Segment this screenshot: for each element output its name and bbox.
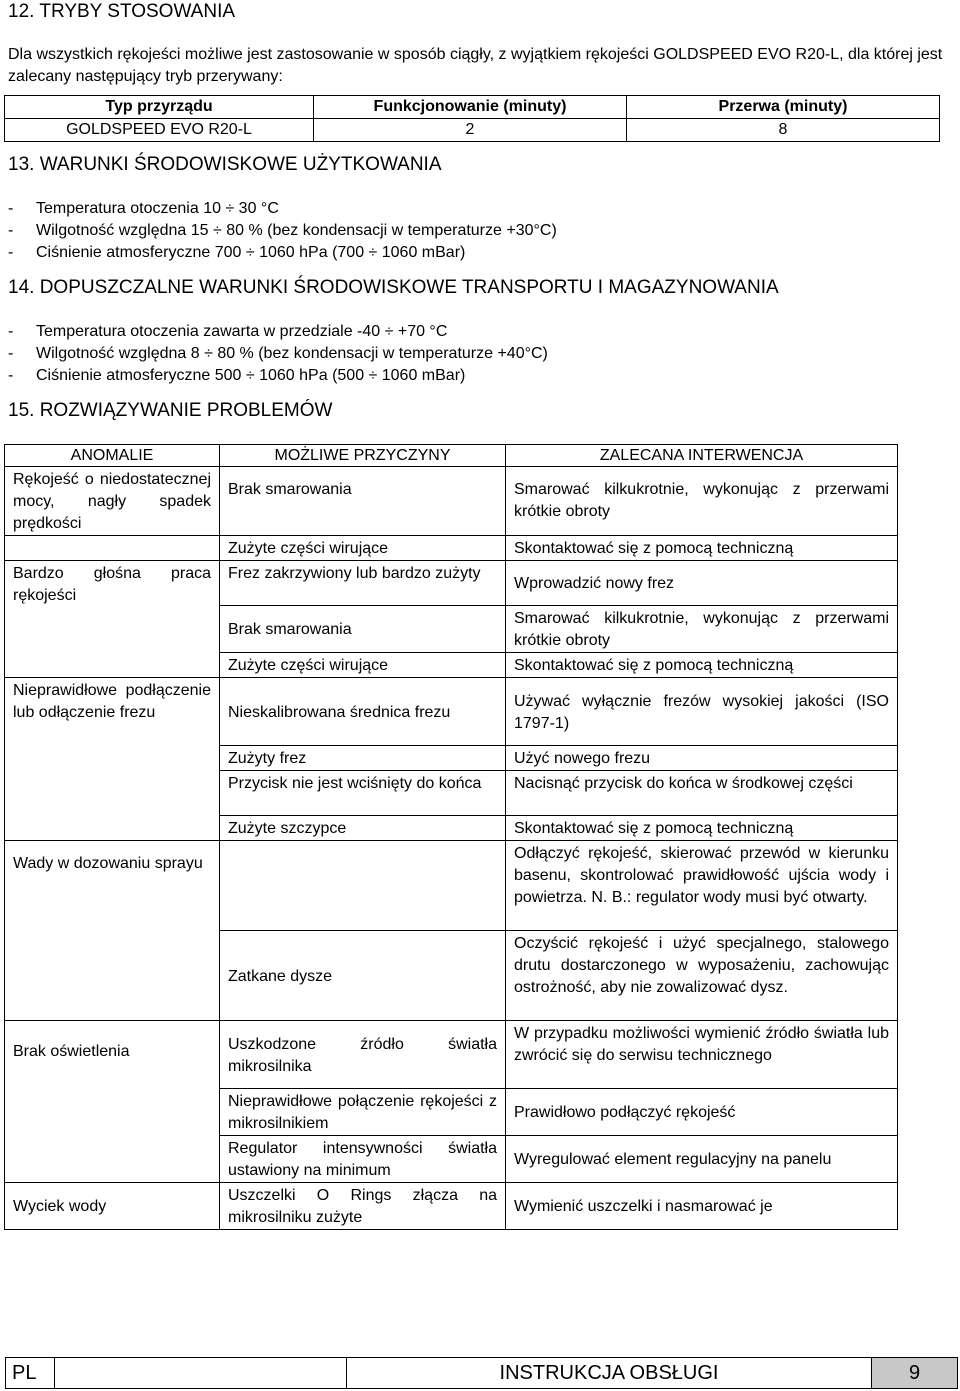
cause-cell [220,841,506,931]
action-cell: Wyregulować element regulacyjny na panelu [506,1136,898,1183]
cause-cell: Zatkane dysze [220,931,506,1021]
action-cell: Skontaktować się z pomocą techniczną [506,536,898,561]
cause-cell: Przycisk nie jest wciśnięty do końca [220,771,506,816]
footer-language: PL [6,1358,55,1388]
cause-cell: Nieprawidłowe połączenie rękojeści z mikrosilnikiem [220,1089,506,1136]
cause-cell: Brak smarowania [220,467,506,536]
cell-operation: 2 [314,119,627,142]
section-14-heading: 14. DOPUSZCZALNE WARUNKI ŚRODOWISKOWE TRANSPORTU I MAGAZYNOWANIA [8,277,779,298]
cause-cell: Zużyty frez [220,746,506,771]
action-cell: Oczyścić rękojeść i użyć specjalnego, stalowego drutu dostarczonego w wyposażeniu, zachowując ostrożność, aby nie zowalizować dysz. [506,931,898,1021]
cell-pause: 8 [627,119,940,142]
action-cell: Odłączyć rękojeść, skierować przewód w kierunku basenu, skontrolować prawidłowość ujścia wody i powietrza. N. B.: regulator wody musi być otwarty. [506,841,898,931]
table-row [5,841,898,931]
action-cell: Używać wyłącznie frezów wysokiej jakości (ISO 1797-1) [506,678,898,746]
header-device-type: Typ przyrządu [5,96,314,119]
footer-spacer [56,1358,347,1388]
anomaly-cell: Bardzo głośna praca rękojeści [5,561,220,678]
section-13-heading: 13. WARUNKI ŚRODOWISKOWE UŻYTKOWANIA [8,154,442,175]
section-14-list [8,321,548,387]
cause-cell: Nieskalibrowana średnica frezu [220,678,506,746]
action-cell: Wprowadzić nowy frez [506,561,898,606]
action-cell: Nacisnąć przycisk do końca w środkowej części [506,771,898,816]
table-header-row [5,445,898,467]
table-row [5,119,940,142]
list-item: - Wilgotność względna 8 ÷ 80 % (bez kondensacji w temperaturze +40°C) [8,345,548,362]
anomaly-cell: Brak oświetlenia [5,1021,220,1183]
table-row [5,1021,898,1089]
header-causes: MOŻLIWE PRZYCZYNY [220,445,506,467]
cause-cell: Uszkodzone źródło światła mikrosilnika [220,1021,506,1089]
cause-cell: Uszczelki O Rings złącza na mikrosilniku zużyte [220,1183,506,1230]
action-cell: Użyć nowego frezu [506,746,898,771]
table-row [5,467,898,536]
footer-title: INSTRUKCJA OBSŁUGI [347,1358,872,1388]
table-header-row [5,96,940,119]
page-footer [5,1357,958,1389]
cause-cell: Zużyte części wirujące [220,653,506,678]
table-row [5,1183,898,1230]
anomaly-cell: Nieprawidłowe podłączenie lub odłączenie frezu [5,678,220,841]
action-cell: Smarować kilkukrotnie, wykonując z przerwami krótkie obroty [506,467,898,536]
anomaly-cell: Wyciek wody [5,1183,220,1230]
header-anomalies: ANOMALIE [5,445,220,467]
section-13-list [8,198,557,264]
list-item: - Temperatura otoczenia zawarta w przedziale -40 ÷ +70 °C [8,323,448,340]
header-operation-minutes: Funkcjonowanie (minuty) [314,96,627,119]
cause-cell: Zużyte szczypce [220,816,506,841]
action-cell: Wymienić uszczelki i nasmarować je [506,1183,898,1230]
cell-device: GOLDSPEED EVO R20-L [5,119,314,142]
section-12-heading: 12. TRYBY STOSOWANIA [8,1,236,22]
action-cell: Prawidłowo podłączyć rękojeść [506,1089,898,1136]
action-cell: Skontaktować się z pomocą techniczną [506,816,898,841]
cause-cell: Brak smarowania [220,606,506,653]
list-item: - Temperatura otoczenia 10 ÷ 30 °C [8,200,279,217]
table-row [5,678,898,746]
section-12-intro: Dla wszystkich rękojeści możliwe jest zastosowanie w sposób ciągły, z wyjątkiem rękojeści GOLDSPEED EVO R20-L, dla której jest zalecany następujący tryb przerywany: [8,46,943,85]
action-cell: Smarować kilkukrotnie, wykonując z przerwami krótkie obroty [506,606,898,653]
cause-cell: Zużyte części wirujące [220,536,506,561]
header-pause-minutes: Przerwa (minuty) [627,96,940,119]
page-number: 9 [872,1358,957,1388]
header-intervention: ZALECANA INTERWENCJA [506,445,898,467]
table-row [5,536,898,561]
anomaly-cell: Wady w dozowaniu sprayu [5,841,220,1021]
cause-cell: Frez zakrzywiony lub bardzo zużyty [220,561,506,606]
section-15-heading: 15. ROZWIĄZYWANIE PROBLEMÓW [8,400,333,421]
anomaly-cell: Rękojeść o niedostatecznej mocy, nagły spadek prędkości [5,467,220,536]
list-item: - Ciśnienie atmosferyczne 700 ÷ 1060 hPa (700 ÷ 1060 mBar) [8,244,466,261]
list-item: - Ciśnienie atmosferyczne 500 ÷ 1060 hPa (500 ÷ 1060 mBar) [8,367,466,384]
intermittent-mode-table [4,95,940,142]
action-cell: W przypadku możliwości wymienić źródło światła lub zwrócić się do serwisu technicznego [506,1021,898,1089]
anomaly-cell-empty [5,536,220,561]
cause-cell: Regulator intensywności światła ustawiony na minimum [220,1136,506,1183]
action-cell: Skontaktować się z pomocą techniczną [506,653,898,678]
list-item: - Wilgotność względna 15 ÷ 80 % (bez kondensacji w temperaturze +30°C) [8,222,557,239]
troubleshooting-table [4,444,898,1230]
table-row [5,561,898,606]
